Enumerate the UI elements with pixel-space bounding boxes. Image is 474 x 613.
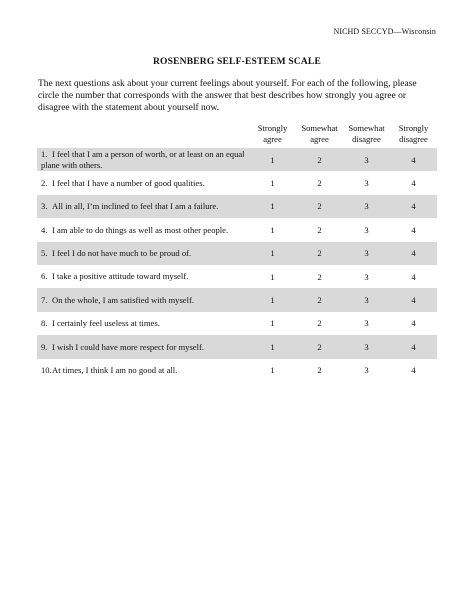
table-row xyxy=(37,171,437,194)
rating-option[interactable]: 1 xyxy=(249,242,296,265)
item-text: I am able to do things as well as most other people. xyxy=(52,224,229,235)
table-row xyxy=(37,148,437,171)
rating-option[interactable]: 1 xyxy=(270,224,275,235)
item-statement xyxy=(37,195,249,218)
item-number: 7. xyxy=(41,294,48,305)
table-row xyxy=(37,312,437,335)
rating-option[interactable]: 3 xyxy=(343,195,390,218)
item-number: 10. xyxy=(41,364,52,375)
rating-option[interactable]: 1 xyxy=(270,178,275,189)
item-number: 9. xyxy=(41,341,48,352)
source-header: NICHD SECCYD—Wisconsin xyxy=(333,27,436,36)
rating-option[interactable]: 3 xyxy=(343,335,390,358)
rating-option[interactable]: 2 xyxy=(296,195,343,218)
table-row xyxy=(37,218,437,241)
item-statement xyxy=(37,171,249,194)
rating-option[interactable]: 4 xyxy=(411,318,416,329)
rating-option[interactable]: 1 xyxy=(270,318,275,329)
rating-option[interactable]: 3 xyxy=(364,271,369,282)
header-strongly-agree xyxy=(249,120,296,148)
item-text: I feel I do not have much to be proud of. xyxy=(52,248,192,258)
item-text: I certainly feel useless at times. xyxy=(52,318,160,329)
item-statement xyxy=(37,265,249,288)
rating-option[interactable]: 1 xyxy=(270,271,275,282)
rating-option[interactable]: 2 xyxy=(317,224,322,235)
item-statement xyxy=(37,242,249,265)
header-line: disagree xyxy=(399,134,428,144)
rating-option[interactable]: 4 xyxy=(390,242,437,265)
header-line: agree xyxy=(310,134,329,144)
rating-option[interactable]: 2 xyxy=(296,242,343,265)
header-line: Strongly xyxy=(257,123,288,133)
rating-option[interactable]: 4 xyxy=(390,148,437,171)
items-body xyxy=(37,148,437,382)
rating-table xyxy=(37,120,437,382)
scale-title: ROSENBERG SELF-ESTEEM SCALE xyxy=(153,57,321,67)
header-line: Strongly xyxy=(398,123,429,133)
table-row xyxy=(37,265,437,288)
table-row xyxy=(37,288,437,311)
table-header-row xyxy=(37,120,437,148)
rating-option[interactable]: 1 xyxy=(249,335,296,358)
header-somewhat-disagree xyxy=(343,120,390,148)
header-somewhat-agree xyxy=(296,120,343,148)
rating-option[interactable]: 1 xyxy=(249,195,296,218)
rating-option[interactable]: 1 xyxy=(249,288,296,311)
item-number: 6. xyxy=(41,271,48,282)
rating-option[interactable]: 2 xyxy=(296,288,343,311)
item-text: At times, I think I am no good at all. xyxy=(52,364,178,375)
item-statement xyxy=(37,148,249,171)
rating-option[interactable]: 3 xyxy=(364,365,369,376)
rating-option[interactable]: 4 xyxy=(390,195,437,218)
rating-option[interactable]: 2 xyxy=(317,365,322,376)
item-number: 5. xyxy=(41,248,48,258)
item-statement xyxy=(37,359,249,382)
item-statement xyxy=(37,312,249,335)
rating-option[interactable]: 4 xyxy=(390,335,437,358)
item-text: I feel that I am a person of worth, or at least on an equal plane with others. xyxy=(41,149,245,170)
rating-option[interactable]: 2 xyxy=(317,318,322,329)
rating-option[interactable]: 3 xyxy=(364,224,369,235)
item-statement xyxy=(37,288,249,311)
rating-option[interactable]: 3 xyxy=(343,242,390,265)
item-number: 3. xyxy=(41,201,48,212)
header-line: agree xyxy=(263,134,282,144)
rating-option[interactable]: 1 xyxy=(249,148,296,171)
item-text: I take a positive attitude toward myself. xyxy=(52,271,189,282)
rating-option[interactable]: 3 xyxy=(364,318,369,329)
rating-option[interactable]: 2 xyxy=(317,178,322,189)
header-line: Somewhat xyxy=(348,123,385,133)
item-statement xyxy=(37,335,249,358)
item-text: On the whole, I am satisfied with myself. xyxy=(52,294,195,305)
table-row xyxy=(37,195,437,218)
instructions-text: The next questions ask about your current feelings about yourself. For each of the following, please circle the number that corresponds with the answer that best describes how strongly you agree or disagree with the statement about yourself now. xyxy=(38,79,417,113)
rating-option[interactable]: 2 xyxy=(317,271,322,282)
rating-option[interactable]: 4 xyxy=(411,178,416,189)
rating-option[interactable]: 4 xyxy=(411,365,416,376)
rating-option[interactable]: 2 xyxy=(296,148,343,171)
item-statement xyxy=(37,218,249,241)
rating-option[interactable]: 3 xyxy=(343,288,390,311)
item-text: I feel that I have a number of good qualities. xyxy=(52,177,205,188)
rating-option[interactable]: 2 xyxy=(296,335,343,358)
rating-option[interactable]: 1 xyxy=(270,365,275,376)
table-row xyxy=(37,359,437,382)
item-number: 8. xyxy=(41,318,48,329)
item-number: 4. xyxy=(41,224,48,235)
rating-option[interactable]: 4 xyxy=(411,271,416,282)
header-line: disagree xyxy=(352,134,381,144)
table-row xyxy=(37,335,437,358)
rating-option[interactable]: 4 xyxy=(390,288,437,311)
item-text: All in all, I’m inclined to feel that I am a failure. xyxy=(52,201,219,212)
header-strongly-disagree xyxy=(390,120,437,148)
table-row xyxy=(37,242,437,265)
rating-option[interactable]: 4 xyxy=(411,224,416,235)
header-item-blank xyxy=(37,120,249,148)
item-number: 2. xyxy=(41,177,48,188)
rating-option[interactable]: 3 xyxy=(364,178,369,189)
header-line: Somewhat xyxy=(301,123,338,133)
item-text: I wish I could have more respect for myself. xyxy=(52,341,205,352)
rating-option[interactable]: 3 xyxy=(343,148,390,171)
item-number: 1. xyxy=(41,149,48,160)
